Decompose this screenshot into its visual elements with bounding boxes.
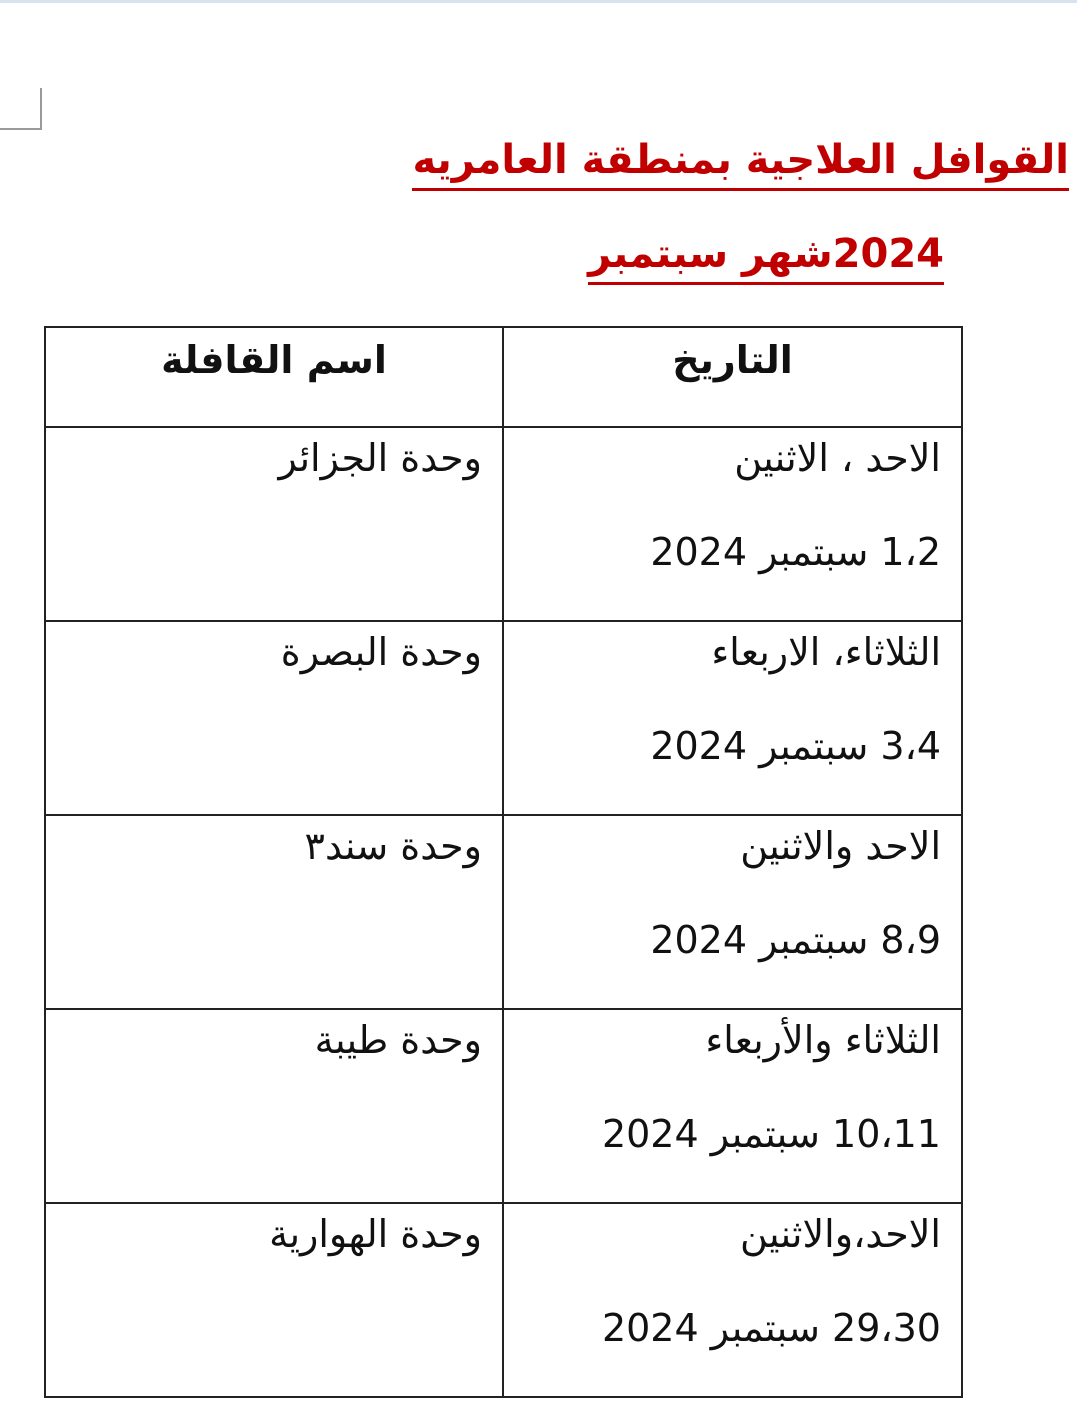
table-row [45,815,962,1009]
row-date: 1،2 سبتمبر 2024 [650,530,941,574]
row-day: الاحد،والاثنين [740,1212,941,1256]
name-cell [45,815,503,1009]
row-day: الاحد ، الاثنين [734,436,941,480]
table-row [45,427,962,621]
table-header-row [45,327,962,427]
date-cell [503,427,962,621]
name-cell [45,1009,503,1203]
row-name: وحدة سند٣ [304,824,482,868]
top-rule [0,0,1077,3]
row-day: الثلاثاء، الاربعاء [711,630,941,674]
row-date: 10،11 سبتمبر 2024 [601,1112,941,1156]
row-name: وحدة الهوارية [269,1212,482,1256]
name-cell [45,621,503,815]
name-cell [45,427,503,621]
date-cell [503,1203,962,1397]
row-name: وحدة طيبة [314,1018,482,1062]
date-cell [503,815,962,1009]
date-cell [503,621,962,815]
table-row [45,621,962,815]
row-day: الثلاثاء والأربعاء [705,1018,941,1062]
header-name: اسم القافلة [45,327,503,427]
row-date: 8،9 سبتمبر 2024 [650,918,941,962]
page-subtitle: 2024شهر سبتمبر [588,226,944,285]
name-cell [45,1203,503,1397]
table-row [45,1009,962,1203]
row-name: وحدة البصرة [280,630,482,674]
page-corner-mark [0,88,42,130]
header-date: التاريخ [503,327,962,427]
row-date: 3،4 سبتمبر 2024 [650,724,941,768]
row-day: الاحد والاثنين [740,824,941,868]
row-name: وحدة الجزائر [278,436,482,480]
date-cell [503,1009,962,1203]
table-row [45,1203,962,1397]
page-title: القوافل العلاجية بمنطقة العامريه [412,132,1069,191]
schedule-table [44,326,963,1398]
row-date: 29،30 سبتمبر 2024 [601,1306,941,1350]
